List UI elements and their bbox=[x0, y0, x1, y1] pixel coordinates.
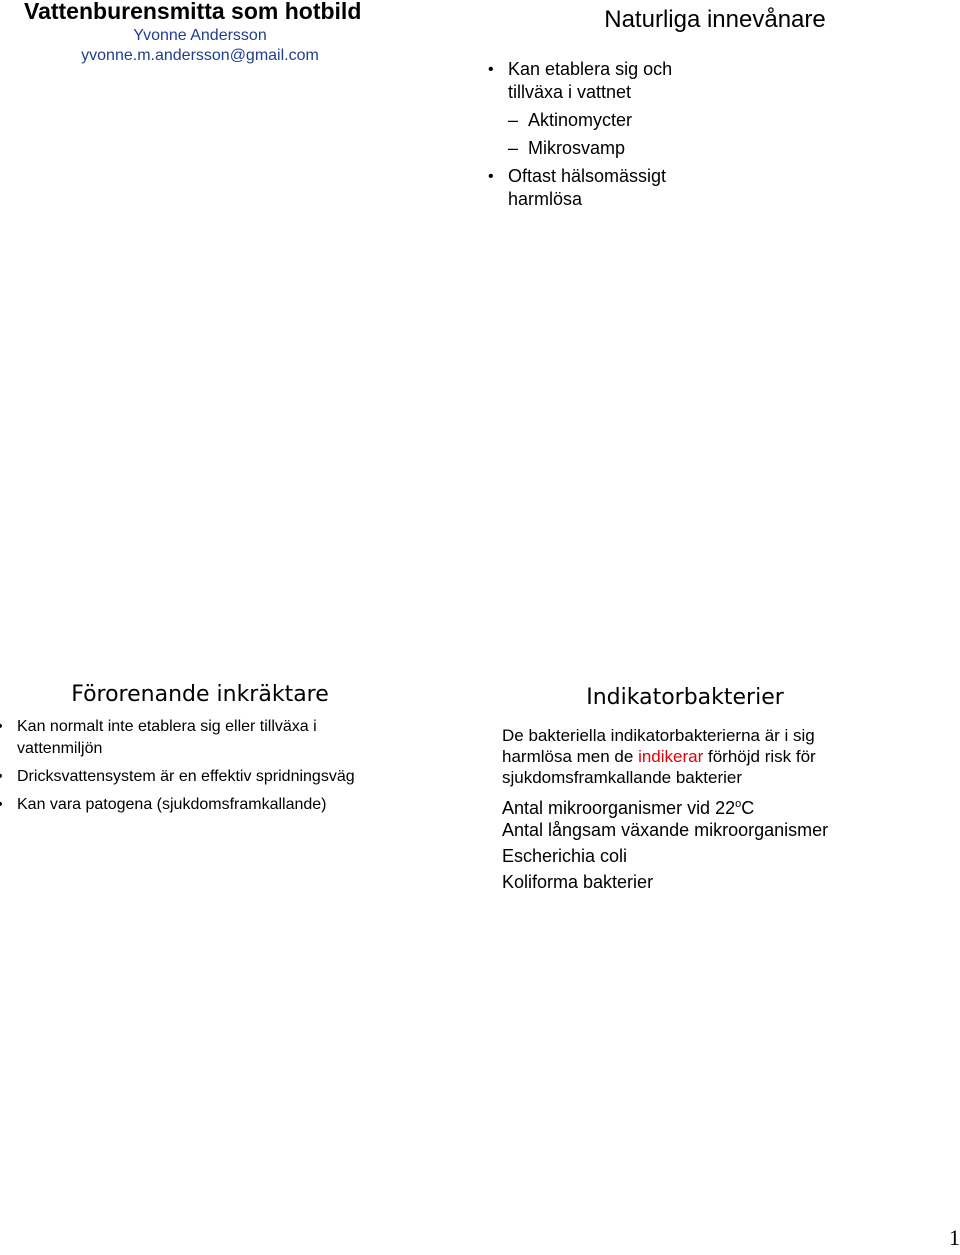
bullet-item: • Kan vara patogena (sjukdomsframkallande) bbox=[17, 794, 397, 816]
para-text: förhöjd risk för sjukdomsframkallande bakterier bbox=[502, 747, 816, 787]
bullet-list bbox=[508, 58, 708, 216]
text-line: Koliforma bakterier bbox=[502, 872, 654, 892]
slide-indikatorbakterier bbox=[480, 680, 950, 900]
sub-bullet-item: – Mikrosvamp bbox=[508, 137, 708, 160]
slide-title: Förorenande inkräktare bbox=[71, 682, 329, 707]
bullet-item: • Dricksvattensystem är en effektiv spridningsväg bbox=[17, 766, 397, 788]
bullet-item: • Kan etablera sig och tillväxa i vattnet bbox=[508, 58, 708, 104]
bullet-list bbox=[17, 716, 397, 822]
line-text: C bbox=[741, 798, 755, 818]
line-text: Antal mikroorganismer vid 22 bbox=[502, 798, 736, 818]
bullet-item: • Oftast hälsomässigt harmlösa bbox=[508, 165, 708, 211]
document-title: Vattenburensmitta som hotbild bbox=[24, 0, 362, 24]
slide-fororenande-inkraktare bbox=[0, 680, 420, 860]
slide-title-page bbox=[0, 0, 380, 80]
text-line bbox=[502, 793, 922, 819]
slide-title: Indikatorbakterier bbox=[586, 685, 784, 710]
bullet-item: • Kan normalt inte etablera sig eller tillväxa i vattenmiljön bbox=[17, 716, 397, 760]
slide-title: Naturliga innevånare bbox=[604, 6, 826, 33]
para-text: De bakteriella indikatorbakterierna är i sig harmlösa men de bbox=[502, 726, 815, 766]
author-name: Yvonne Andersson bbox=[133, 27, 267, 44]
text-line: Antal långsam växande mikroorganismer bbox=[502, 820, 829, 840]
slide-naturliga-innevanare bbox=[480, 0, 950, 300]
highlight-word: indikerar bbox=[638, 747, 704, 766]
text-line: Escherichia coli bbox=[502, 846, 628, 866]
author-email: yvonne.m.andersson@gmail.com bbox=[81, 47, 319, 64]
page-number: 1 bbox=[949, 1225, 960, 1250]
sub-bullet-item: – Aktinomycter bbox=[508, 109, 708, 132]
intro-paragraph bbox=[502, 725, 882, 788]
degree-superscript: o bbox=[735, 798, 742, 810]
